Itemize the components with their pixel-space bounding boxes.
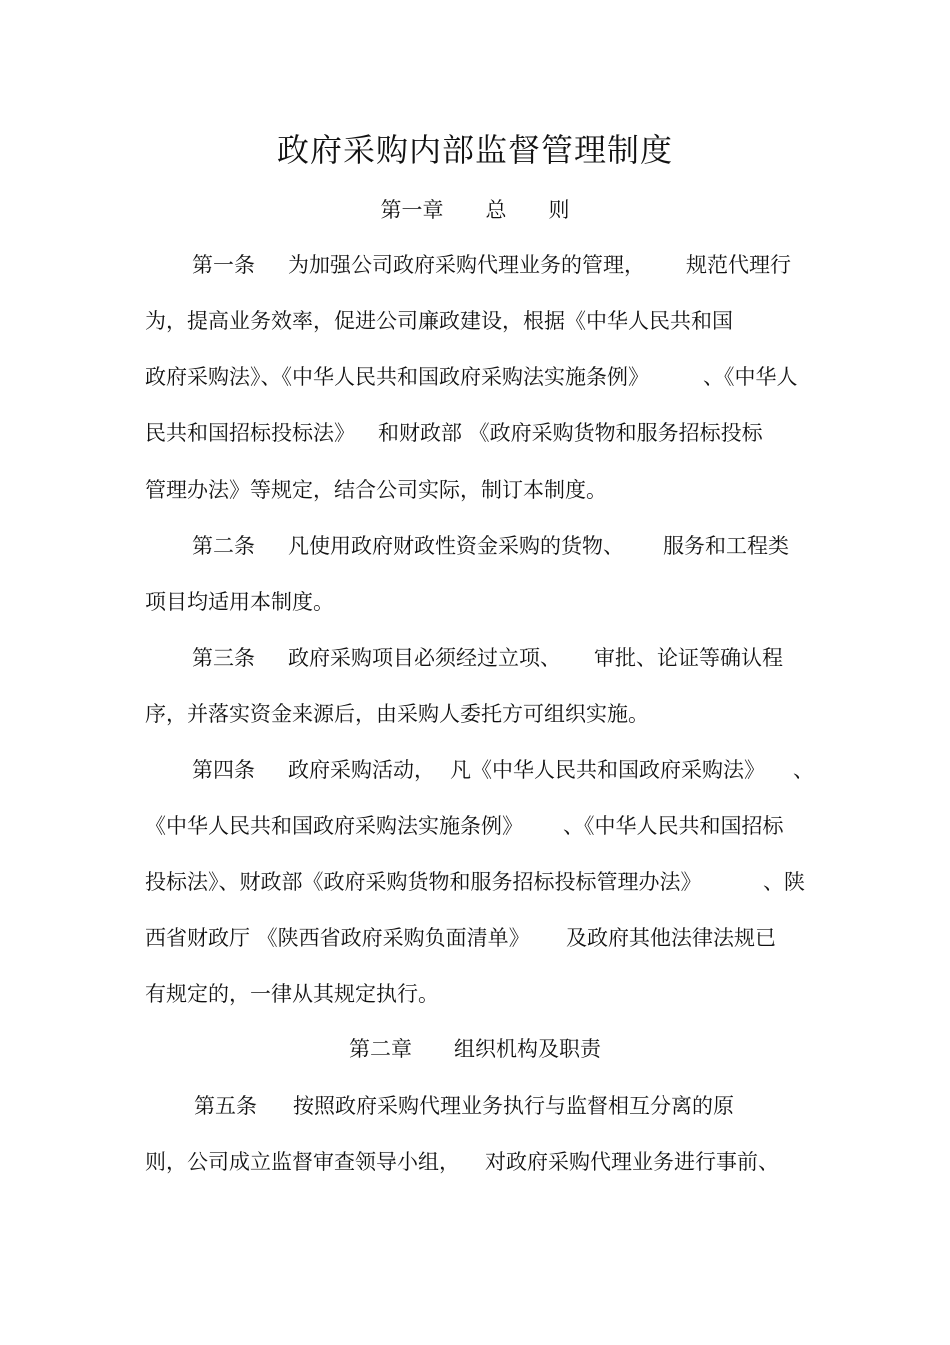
article-4-text: 有规定的，一律从其规定执行。 <box>145 982 439 1006</box>
article-2-text-a: 凡使用政府财政性资金采购的货物、 <box>288 534 624 558</box>
article-5-text: 对政府采购代理业务进行事前、 <box>485 1150 779 1174</box>
article-3-text-b: 审批、论证等确认程 <box>594 646 783 670</box>
article-5-text-a: 按照政府采购代理业务执行与监督相互分离的原 <box>293 1094 734 1118</box>
article-4-number: 第四条 <box>192 758 255 782</box>
article-1-number: 第一条 <box>192 253 255 277</box>
article-1-text: 和财政部 《政府采购货物和服务招标投标 <box>378 421 763 445</box>
article-3-number: 第三条 <box>192 646 255 670</box>
chapter-1-heading: 第一章 总 则 <box>380 198 570 222</box>
article-1-text: 、《中华人 <box>703 365 798 389</box>
article-4-text: 、陕 <box>763 870 805 894</box>
article-1-text-b: 规范代理行 <box>686 253 791 277</box>
article-2-number: 第二条 <box>192 534 255 558</box>
article-1-text-a: 为加强公司政府采购代理业务的管理， <box>288 253 645 277</box>
article-2-text-b: 服务和工程类 <box>663 534 789 558</box>
article-4-text: 、《中华人民共和国招标 <box>563 814 784 838</box>
document-title: 政府采购内部监督管理制度 <box>276 131 673 169</box>
article-5-line-2 <box>0 1147 950 1267</box>
article-1-text: 为，提高业务效率，促进公司廉政建设，根据《中华人民共和国 <box>145 309 733 333</box>
article-4-text: 《中华人民共和国政府采购法实施条例》 <box>145 814 523 838</box>
article-4-text: 及政府其他法律法规已 <box>566 926 776 950</box>
article-4-text-b: 凡《中华人民共和国政府采购法》 <box>450 758 765 782</box>
article-1-text: 民共和国招标投标法》 <box>145 421 355 445</box>
article-5-text: 则，公司成立监督审查领导小组， <box>145 1150 460 1174</box>
article-1-text: 政府采购法》、《中华人民共和国政府采购法实施条例》 <box>145 365 649 389</box>
article-4-text: 西省财政厅 《陕西省政府采购负面清单》 <box>145 926 530 950</box>
article-4-text-c: 、 <box>793 758 814 782</box>
article-1-text: 管理办法》等规定，结合公司实际，制订本制度。 <box>145 478 607 502</box>
article-3-text-a: 政府采购项目必须经过立项、 <box>288 646 561 670</box>
article-4-text-a: 政府采购活动， <box>288 758 435 782</box>
article-4-text: 投标法》、财政部《政府采购货物和服务招标投标管理办法》 <box>145 870 702 894</box>
article-5-number: 第五条 <box>194 1094 257 1118</box>
article-3-text: 序，并落实资金来源后，由采购人委托方可组织实施。 <box>145 702 649 726</box>
chapter-2-heading: 第二章 组织机构及职责 <box>349 1037 601 1061</box>
article-2-text: 项目均适用本制度。 <box>145 590 334 614</box>
